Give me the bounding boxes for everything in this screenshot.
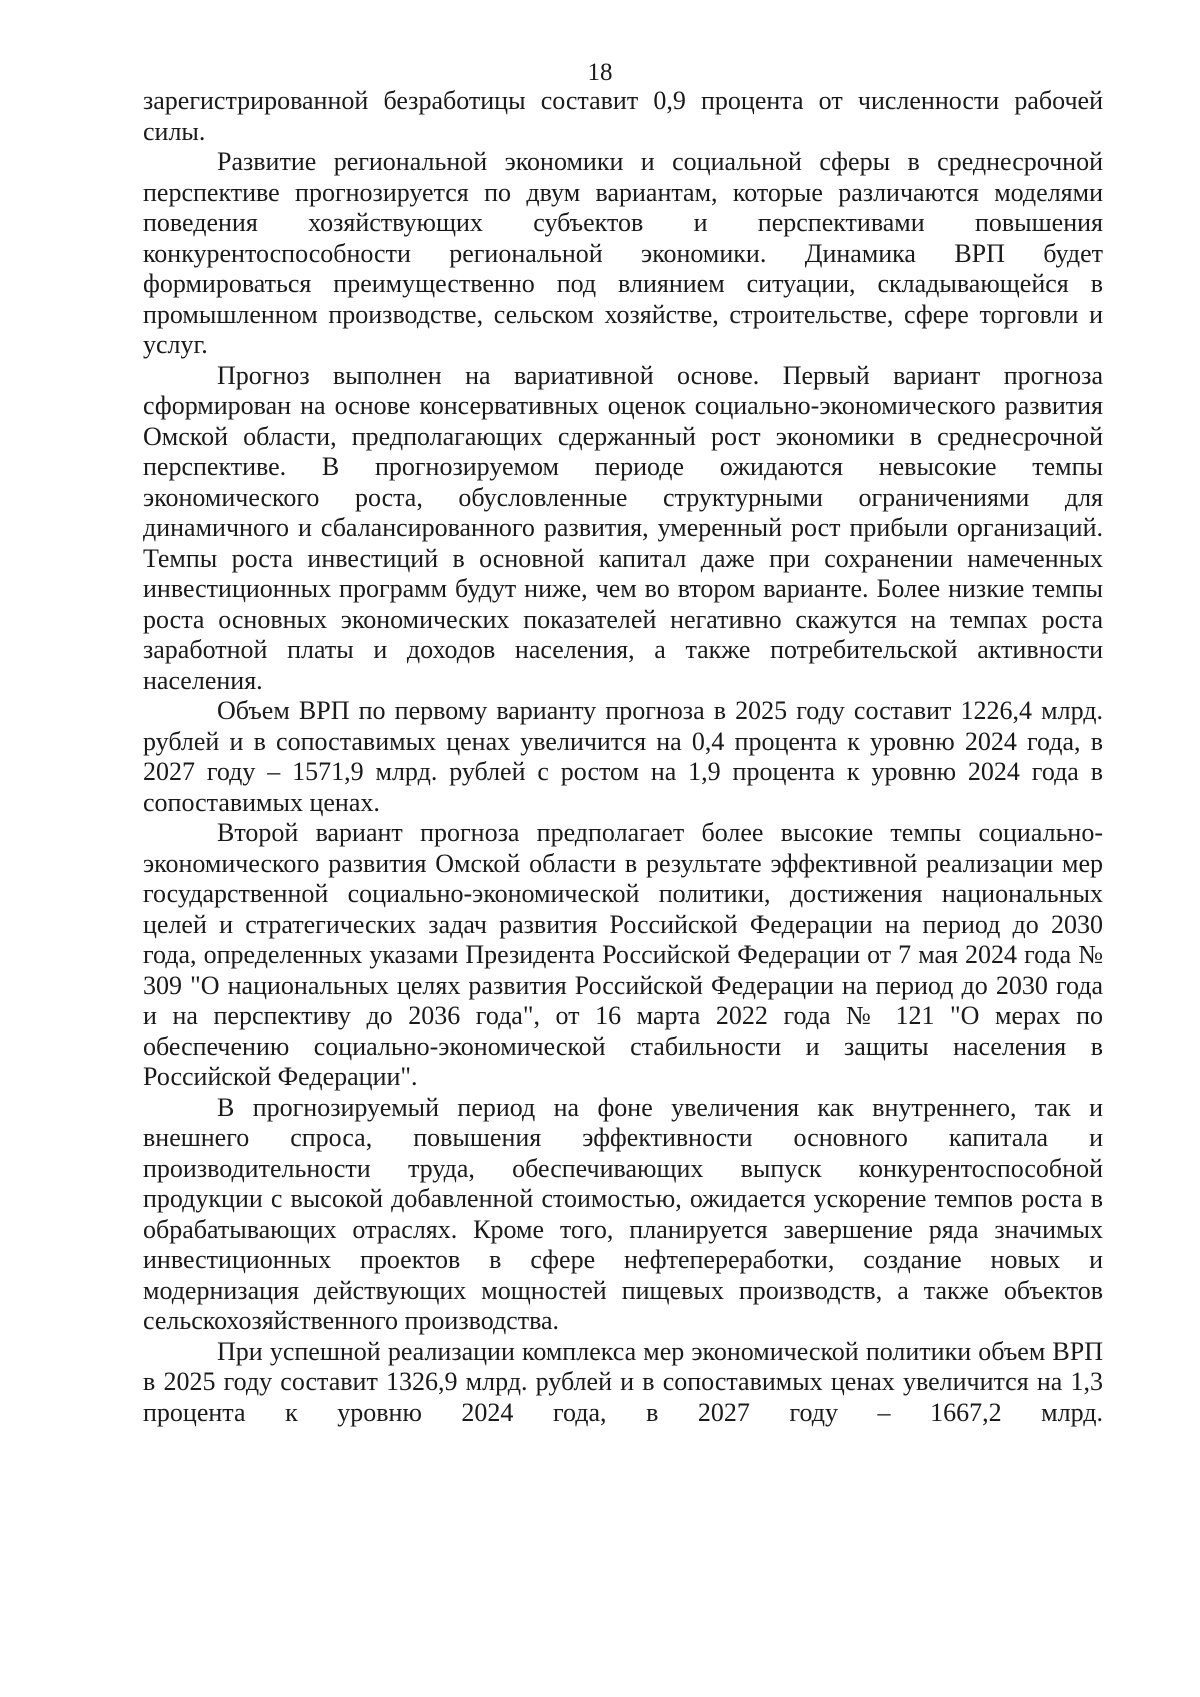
paragraph-continued: зарегистрированной безработицы составит 0,9 процента от численности рабочей силы. (143, 86, 1103, 146)
paragraph-second-variant-grp: При успешной реализации комплекса мер экономической политики объем ВРП в 2025 году составит 1326,9 млрд. рублей и в сопоставимых ценах увеличится на 1,3 процента к уровню 2024 года, в 2027 году – 1667,2 млрд. (143, 1336, 1103, 1427)
paragraph-second-variant: Второй вариант прогноза предполагает более высокие темпы социально-экономического развития Омской области в результате эффективной реализации мер государственной социально-экономической политики, достижения национальных целей и стратегических задач развития Российской Федерации на период до 2030 года, определенных указами Президента Российской Федерации от 7 мая 2024 года № 309 "О национальных целях развития Российской Федерации на период до 2030 года и на перспективу до 2036 года", от 16 марта 2022 года № 121 "О мерах по обеспечению социально-экономической стабильности и защиты населения в Российской Федерации". (143, 818, 1103, 1091)
paragraph-forecast-period: В прогнозируемый период на фоне увеличения как внутреннего, так и внешнего спроса, повышения эффективности основного капитала и производительности труда, обеспечивающих выпуск конкурентоспособной продукции с высокой добавленной стоимостью, ожидается ускорение темпов роста в обрабатывающих отраслях. Кроме того, планируется завершение ряда значимых инвестиционных проектов в сфере нефтепереработки, создание новых и модернизация действующих мощностей пищевых производств, а также объектов сельскохозяйственного производства. (143, 1092, 1103, 1335)
paragraph-first-variant-grp: Объем ВРП по первому варианту прогноза в 2025 году составит 1226,4 млрд. рублей и в сопоставимых ценах увеличится на 0,4 процента к уровню 2024 года, в 2027 году – 1571,9 млрд. рублей с ростом на 1,9 процента к уровню 2024 года в сопоставимых ценах. (143, 696, 1103, 817)
paragraph-development-variants: Развитие региональной экономики и социальной сферы в среднесрочной перспективе прогнозируется по двум вариантам, которые различаются моделями поведения хозяйствующих субъектов и перспективами повышения конкурентоспособности региональной экономики. Динамика ВРП будет формироваться преимущественно под влиянием ситуации, складывающейся в промышленном производстве, сельском хозяйстве, строительстве, сфере торговли и услуг. (143, 147, 1103, 359)
page-number: 18 (587, 59, 613, 86)
paragraph-first-variant: Прогноз выполнен на вариативной основе. Первый вариант прогноза сформирован на основе консервативных оценок социально-экономического развития Омской области, предполагающих сдержанный рост экономики в среднесрочной перспективе. В прогнозируемом периоде ожидаются невысокие темпы экономического роста, обусловленные структурными ограничениями для динамичного и сбалансированного развития, умеренный рост прибыли организаций. Темпы роста инвестиций в основной капитал даже при сохранении намеченных инвестиционных программ будут ниже, чем во втором варианте. Более низкие темпы роста основных экономических показателей негативно скажутся на темпах роста заработной платы и доходов населения, а также потребительской активности населения. (143, 360, 1103, 695)
document-body (143, 86, 1103, 1428)
